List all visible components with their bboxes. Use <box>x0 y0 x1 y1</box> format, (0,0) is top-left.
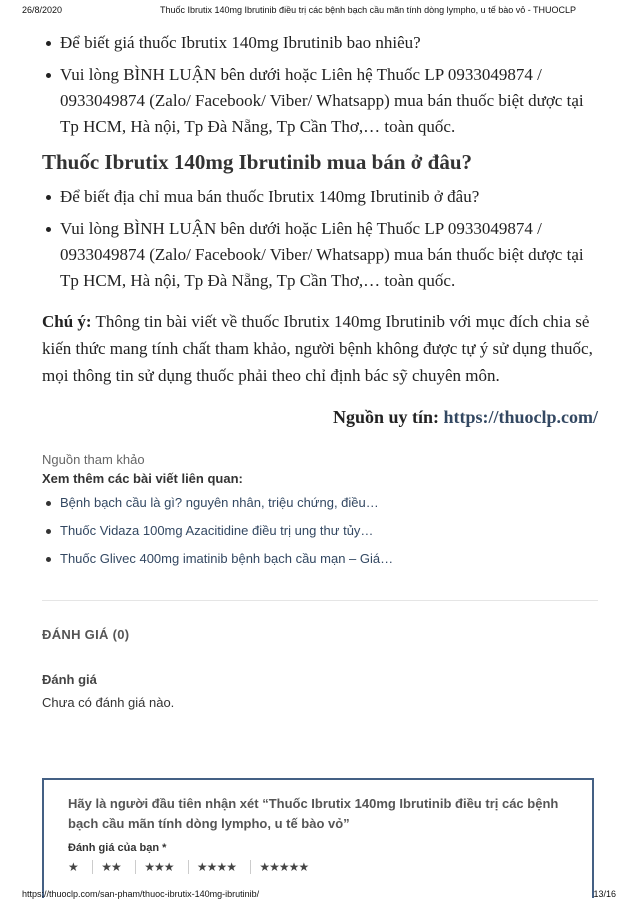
rating-2-stars[interactable]: ★★ <box>92 860 121 874</box>
related-heading: Xem thêm các bài viết liên quan: <box>42 471 243 486</box>
print-date: 26/8/2020 <box>22 5 63 15</box>
article-content <box>42 30 598 710</box>
source-label: Nguồn uy tín: <box>332 407 444 427</box>
source-link[interactable]: https://thuoclp.com/ <box>443 407 598 427</box>
page-number: 13/16 <box>593 889 616 899</box>
rating-5-stars[interactable]: ★★★★★ <box>250 860 308 874</box>
note-text: Thông tin bài viết về thuốc Ibrutix 140mg Ibrutinib với mục đích chia sẻ kiến thức mang tính chất tham khảo, người bệnh không được tự ý sử dụng thuốc, mọi thông tin sử dụng thuốc phải theo chỉ định bác sỹ chuyên môn. <box>42 312 593 385</box>
disclaimer-note <box>42 308 598 389</box>
list-item: Để biết địa chỉ mua bán thuốc Ibrutix 140mg Ibrutinib ở đâu? <box>60 184 598 210</box>
reviews-tab-title[interactable]: ĐÁNH GIÁ (0) <box>42 627 130 642</box>
related-item <box>60 550 598 568</box>
divider <box>42 600 598 601</box>
review-form <box>42 778 594 898</box>
rating-4-stars[interactable]: ★★★★ <box>188 860 236 874</box>
reference-label: Nguồn tham khảo <box>42 452 145 467</box>
print-url: https://thuoclp.com/san-pham/thuoc-ibrutix-140mg-ibrutinib/ <box>22 889 260 899</box>
list-item: Vui lòng BÌNH LUẬN bên dưới hoặc Liên hệ Thuốc LP 0933049874 / 0933049874 (Zalo/ Facebook/ Viber/ Whatsapp) mua bán thuốc biệt dược tại Tp HCM, Hà nội, Tp Đà Nẵng, Tp Cần Thơ,… toàn quốc. <box>60 216 598 294</box>
price-bullets <box>42 30 598 140</box>
rating-label: Đánh giá của bạn * <box>68 842 167 854</box>
related-link[interactable]: Thuốc Vidaza 100mg Azacitidine điều trị ung thư tủy… <box>60 523 374 538</box>
where-to-buy-bullets <box>42 184 598 294</box>
star-rating <box>68 858 318 876</box>
reviews-empty-text: Chưa có đánh giá nào. <box>42 695 175 710</box>
section-heading: Thuốc Ibrutix 140mg Ibrutinib mua bán ở đâu? <box>42 150 472 174</box>
rating-1-star[interactable]: ★ <box>68 860 78 874</box>
related-link[interactable]: Bệnh bạch cầu là gì? nguyên nhân, triệu chứng, điều… <box>60 495 379 510</box>
reviews-subheading: Đánh giá <box>42 672 97 687</box>
related-item <box>60 522 598 540</box>
source-line <box>42 407 598 428</box>
list-item: Để biết giá thuốc Ibrutix 140mg Ibrutinib bao nhiêu? <box>60 30 598 56</box>
related-links <box>42 494 598 568</box>
related-item <box>60 494 598 512</box>
note-label: Chú ý: <box>42 312 92 331</box>
review-prompt: Hãy là người đầu tiên nhận xét “Thuốc Ibrutix 140mg Ibrutinib điều trị các bệnh bạch cầu mãn tính dòng lympho, u tế bào vỏ” <box>68 796 559 831</box>
print-title: Thuốc Ibrutix 140mg Ibrutinib điều trị các bệnh bạch cầu mãn tính dòng lympho, u tế bào vỏ - THUOCLP <box>160 5 577 15</box>
list-item: Vui lòng BÌNH LUẬN bên dưới hoặc Liên hệ Thuốc LP 0933049874 / 0933049874 (Zalo/ Facebook/ Viber/ Whatsapp) mua bán thuốc biệt dược tại Tp HCM, Hà nội, Tp Đà Nẵng, Tp Cần Thơ,… toàn quốc. <box>60 62 598 140</box>
related-link[interactable]: Thuốc Glivec 400mg imatinib bệnh bạch cầu mạn – Giá… <box>60 551 394 566</box>
rating-3-stars[interactable]: ★★★ <box>135 860 173 874</box>
